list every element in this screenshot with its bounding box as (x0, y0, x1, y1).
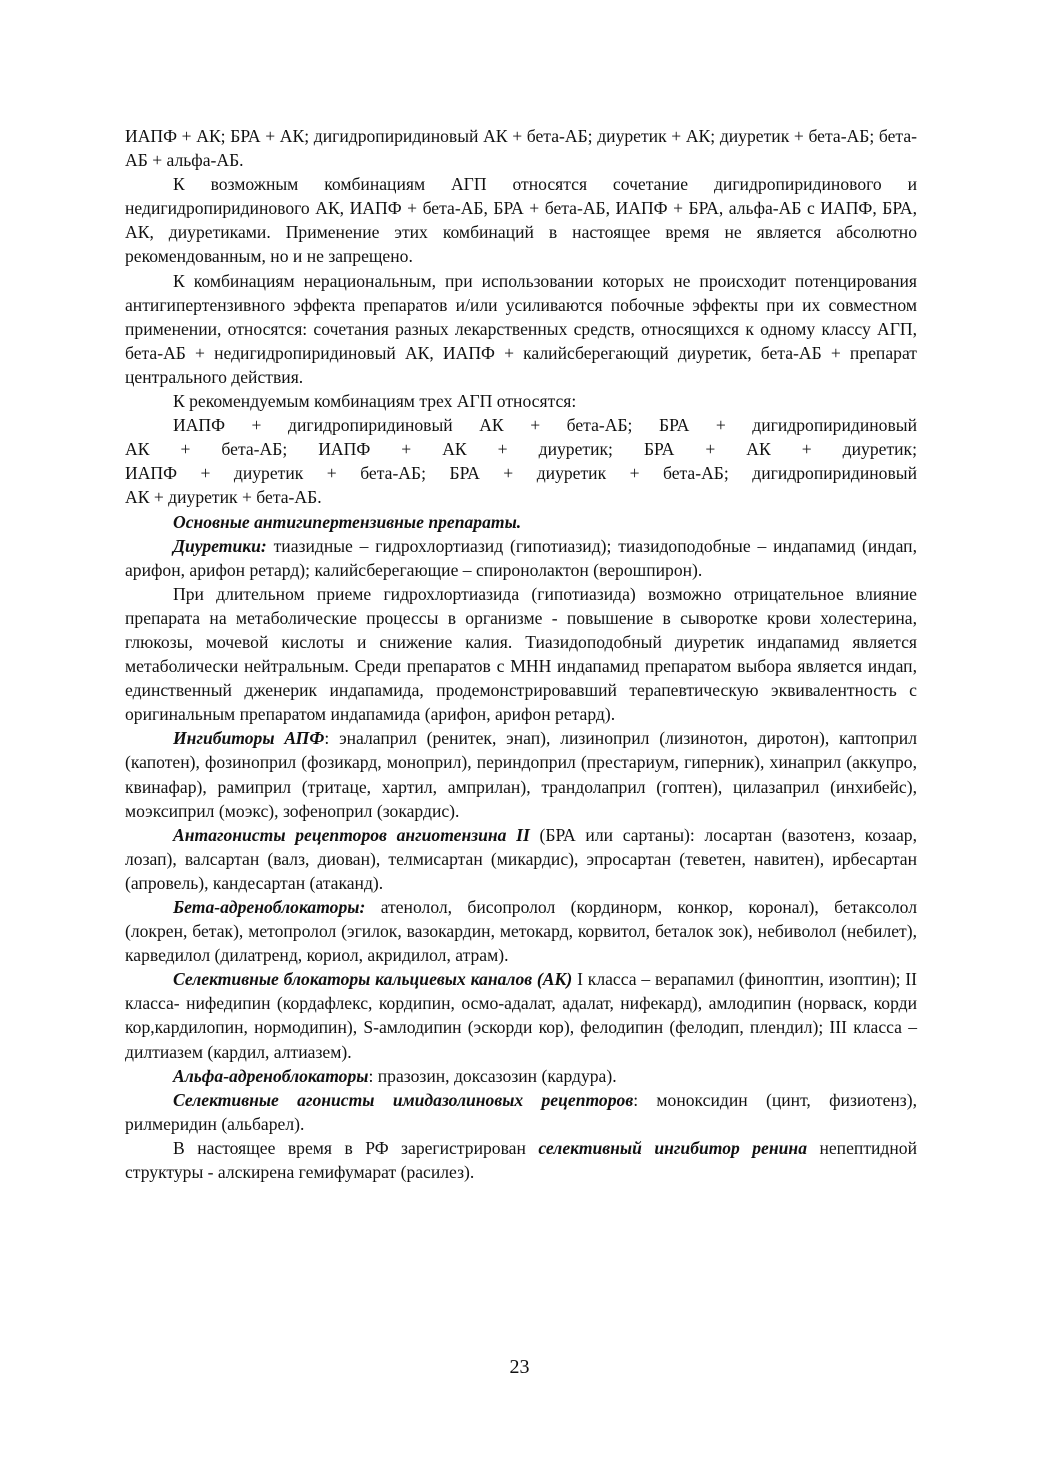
term-imidazoline-agonists: Селективные агонисты имидазолиновых рецепторов (173, 1089, 634, 1110)
paragraph-beta-blockers (125, 895, 917, 967)
three-drug-combinations-list (125, 413, 917, 509)
term-diuretics: Диуретики: (173, 535, 267, 556)
page-body (125, 124, 917, 1184)
term-arb: Антагонисты рецепторов ангиотензина II (173, 824, 530, 845)
paragraph-arb (125, 823, 917, 895)
text-ace-inhibitors: : эналаприл (ренитек, энап), лизиноприл (лизинотон, диротон), каптоприл (капотен), фозиноприл (фозикард, моноприл), периндоприл (престариум, гиперник), хинаприл (аккупро, квинафар), рамиприл (тритаце, хартил, амприлан), трандолаприл (гоптен), цилазаприл (инхибейс), моэксиприл (моэкс), зофеноприл (зокардис). (125, 728, 917, 821)
paragraph-calcium-channel-blockers (125, 967, 917, 1063)
paragraph-possible-combinations: К возможным комбинациям АГП относятся сочетание дигидропиридинового и недигидропиридинового АК, ИАПФ + бета-АБ, БРА + бета-АБ, ИАПФ + БРА, альфа-АБ с ИАПФ, БРА, АК, диуретиками. Применение этих комбинаций в настоящее время не является абсолютно рекомендованным, но и не запрещено. (125, 174, 917, 267)
term-renin-inhibitor: селективный ингибитор ренина (538, 1137, 807, 1158)
three-drug-line-3: ИАПФ + диуретик + бета-АБ; БРА + диуретик + бета-АБ; дигидропиридиновый (125, 463, 917, 484)
paragraph-renin-inhibitor (125, 1136, 917, 1184)
term-ace-inhibitors: Ингибиторы АПФ (173, 728, 325, 749)
text-renin-pre: В настоящее время в РФ зарегистрирован (173, 1137, 539, 1158)
term-alpha-blockers: Альфа-адреноблокаторы (173, 1065, 369, 1086)
three-drug-line-4: АК + диуретик + бета-АБ. (125, 487, 322, 508)
three-drug-line-1: ИАПФ + дигидропиридиновый АК + бета-АБ; БРА + дигидропиридиновый (173, 415, 917, 436)
text-beta-blockers: атенолол, бисопролол (кординорм, конкор, коронал), бетаксолол (локрен, бетак), метопролол (эгилок, вазокардин, метокард, корвитол, беталок зок), небиволол (небилет), карведилол (дилатренд, кориол, акридилол, атрам). (125, 897, 917, 966)
page-number: 23 (509, 1356, 530, 1378)
paragraph-hydrochlorothiazide: При длительном приеме гидрохлортиазида (гипотиазида) возможно отрицательное влияние препарата на метаболические процессы в организме - повышение в сыворотке крови холестерина, глюкозы, мочевой кислоты и снижение калия. Тиазидоподобный диуретик индапамид является метаболически нейтральным. Среди препаратов с МНН индапамид препаратом выбора является индап, единственный дженерик индапамида, продемонстрировавший терапевтическую эквивалентность с оригинальным препаратом индапамида (арифон, арифон ретард). (125, 583, 917, 725)
paragraph-combinations-cont: ИАПФ + АК; БРА + АК; дигидропиридиновый АК + бета-АБ; диуретик + АК; диуретик + бета-АБ; бета-АБ + альфа-АБ. (125, 126, 917, 171)
paragraph-ace-inhibitors (125, 726, 917, 822)
section-heading-main-drugs: Основные антигипертензивные препараты. (173, 511, 522, 532)
paragraph-alpha-blockers (125, 1064, 917, 1088)
term-calcium-channel-blockers: Селективные блокаторы кальциевых каналов (АК) (173, 969, 573, 990)
term-beta-blockers: Бета-адреноблокаторы: (173, 897, 366, 917)
text-renin-post: непептидной структуры - алскирена гемифумарат (расилез). (125, 1137, 918, 1183)
three-drug-line-2: АК + бета-АБ; ИАПФ + АК + диуретик; БРА + АК + диуретик; (125, 439, 917, 460)
paragraph-three-drug-intro: К рекомендуемым комбинациям трех АГП относятся: (173, 391, 577, 412)
text-alpha-blockers: : празозин, доксазозин (кардура). (368, 1065, 617, 1086)
text-calcium-channel-blockers: I класса – верапамил (финоптин, изоптин); II класса- нифедипин (кордафлекс, кордипин, осмо-адалат, адалат, нифекард), амлодипин (норваск, корди кор,кардилопин, нормодипин), S-амлодипин (эскорди кор), фелодипин (фелодип, плендил); III класса – дилтиазем (кардил, алтиазем). (125, 969, 918, 1062)
text-diuretics: тиазидные – гидрохлортиазид (гипотиазид); тиазидоподобные – индапамид (индап, арифон, арифон ретард); калийсберегающие – спиронолактон (верошпирон). (125, 535, 917, 580)
text-arb: (БРА или сартаны): лосартан (вазотенз, козаар, лозап), валсартан (валз, диован), телмисартан (микардис), эпросартан (теветен, навитен), ирбесартан (апровель), кандесартан (атаканд). (125, 824, 917, 893)
paragraph-irrational-combinations: К комбинациям нерациональным, при использовании которых не происходит потенцирования антигипертензивного эффекта препаратов и/или усиливаются побочные эффекты при их совместном применении, относятся: сочетания разных лекарственных средств, относящихся к одному классу АГП, бета-АБ + недигидропиридиновый АК, ИАПФ + калийсберегающий диуретик, бета-АБ + препарат центрального действия. (125, 270, 917, 387)
paragraph-diuretics (125, 534, 917, 582)
text-imidazoline-agonists: : моноксидин (цинт, физиотенз), рилмеридин (альбарел). (125, 1089, 917, 1134)
paragraph-imidazoline-agonists (125, 1088, 917, 1136)
